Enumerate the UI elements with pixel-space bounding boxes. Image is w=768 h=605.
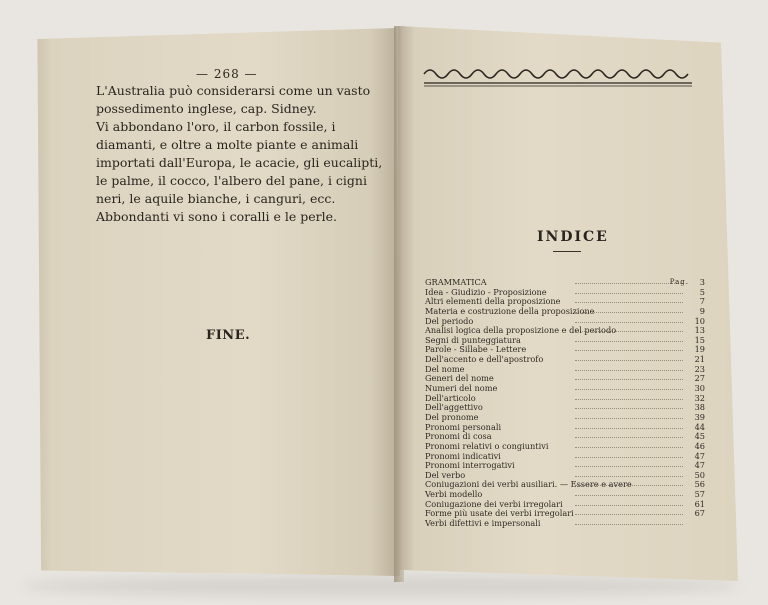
toc-entry-page: 56 <box>694 479 705 490</box>
toc-entry-page: 46 <box>694 440 705 451</box>
toc-entry-page: 30 <box>694 383 705 394</box>
toc-entry-page: 57 <box>694 489 705 500</box>
toc-entry-page: 27 <box>694 373 705 384</box>
toc-entry <box>425 461 705 471</box>
toc-entry-page: 15 <box>694 334 705 345</box>
toc-entry-page: 19 <box>694 344 705 355</box>
toc-entry-page: 10 <box>694 315 705 326</box>
toc-entry-title: Del verbo <box>425 469 466 480</box>
toc-entry-page: 44 <box>694 421 705 432</box>
book-shadow <box>22 575 740 597</box>
toc-entry-page: 61 <box>694 498 705 509</box>
ornament-border <box>422 66 694 90</box>
page-column-label: Pag. <box>669 278 689 286</box>
toc-entry-title: Dell'articolo <box>425 392 476 403</box>
page-number: — 268 — <box>196 67 258 81</box>
toc-entry-page: 21 <box>694 354 705 365</box>
toc-entry <box>425 355 705 365</box>
toc-entry-title: Pronomi personali <box>425 421 502 432</box>
toc-leader-dots <box>575 408 683 409</box>
toc-leader-dots <box>575 514 683 515</box>
book-gutter <box>394 26 404 582</box>
toc-entry-title: Pronomi di cosa <box>425 431 492 442</box>
toc-leader-dots <box>575 389 683 390</box>
toc-leader-dots <box>575 428 683 429</box>
toc-entry-title: Generi del nome <box>425 373 494 384</box>
toc-leader-dots <box>575 457 683 458</box>
toc-entry-page: 32 <box>694 392 705 403</box>
toc-leader-dots <box>575 350 683 351</box>
toc-entry-title: Dell'aggettivo <box>425 402 483 413</box>
toc-leader-dots <box>575 399 683 400</box>
toc-entry-page: 38 <box>694 402 705 413</box>
toc-leader-dots <box>575 476 683 477</box>
toc-entry-page: 67 <box>694 508 705 519</box>
toc-entry-page: 3 <box>699 277 705 287</box>
toc-leader-dots <box>575 524 683 525</box>
toc-entry-page: 47 <box>694 460 705 471</box>
toc-entry-page: 13 <box>694 325 705 336</box>
toc-entry-title: Verbi difettivi e impersonali <box>425 518 541 529</box>
toc-entry-page: 9 <box>699 305 705 316</box>
toc-leader-dots <box>575 437 683 438</box>
toc-entry-title: GRAMMATICA <box>425 277 487 287</box>
paragraph-2: Vi abbondano l'oro, il carbon fossile, i diamanti, e oltre a molte piante e animali importati dall'Europa, le acacie, gli eucalipti, le palme, il cocco, l'albero del pane, i cigni neri, le aquile bianche, i canguri, ecc. Abbondanti vi sono i coralli e le perle. <box>96 119 383 224</box>
toc-leader-dots <box>575 331 683 332</box>
toc-leader-dots <box>575 505 683 506</box>
toc-entry-title: Forme più usate dei verbi irregolari <box>425 508 574 519</box>
toc-entry-page: 47 <box>694 450 705 461</box>
toc-leader-dots <box>575 418 683 419</box>
toc-leader-dots <box>575 447 683 448</box>
title-divider <box>553 251 581 252</box>
toc-entry-title: Pronomi relativi o congiuntivi <box>425 440 549 451</box>
toc-entry-title: Pronomi indicativi <box>425 450 501 461</box>
toc-entry-title: Materia e costruzione della proposizione <box>425 305 595 316</box>
toc-entry <box>425 519 705 529</box>
toc-leader-dots <box>575 302 683 303</box>
toc-entry-title: Idea - Giudizio - Proposizione <box>425 286 547 297</box>
paragraph-1: L'Australia può considerarsi come un vasto possedimento inglese, cap. Sidney. <box>96 83 371 116</box>
table-of-contents <box>425 278 705 529</box>
toc-leader-dots <box>575 341 683 342</box>
toc-entry-title: Parole - Sillabe - Lettere <box>425 344 527 355</box>
toc-leader-dots <box>575 466 683 467</box>
toc-leader-dots <box>575 379 683 380</box>
toc-entry-page: 45 <box>694 431 705 442</box>
toc-entry-page: 7 <box>699 296 705 307</box>
end-text: FINE. <box>206 328 251 343</box>
toc-entry-title: Coniugazioni dei verbi ausiliari. — Essere e avere <box>425 479 632 490</box>
toc-entry-title: Coniugazione dei verbi irregolari <box>425 498 563 509</box>
index-title: INDICE <box>537 229 609 245</box>
toc-entry-page: 50 <box>694 469 705 480</box>
toc-entry-title: Del pronome <box>425 411 479 422</box>
toc-leader-dots <box>575 370 683 371</box>
toc-entry-title: Verbi modello <box>425 489 483 500</box>
toc-entry-title: Numeri del nome <box>425 383 498 394</box>
toc-entry-title: Analisi logica della proposizione e del periodo <box>425 325 617 336</box>
toc-leader-dots <box>575 360 683 361</box>
toc-leader-dots <box>575 293 683 294</box>
toc-entry-title: Altri elementi della proposizione <box>425 296 561 307</box>
toc-entry-page: 39 <box>694 411 705 422</box>
toc-leader-dots <box>575 322 683 323</box>
toc-entry-title: Dell'accento e dell'apostrofo <box>425 354 544 365</box>
toc-entry-title: Segni di punteggiatura <box>425 334 521 345</box>
toc-leader-dots <box>575 495 683 496</box>
toc-leader-dots <box>575 312 683 313</box>
toc-entry-page: 23 <box>694 363 705 374</box>
toc-entry-title: Del nome <box>425 363 465 374</box>
toc-entry-title: Pronomi interrogativi <box>425 460 515 471</box>
toc-leader-dots <box>575 283 683 284</box>
toc-entry-page: 5 <box>699 286 705 297</box>
toc-entry-title: Del periodo <box>425 315 474 326</box>
toc-leader-dots <box>575 485 683 486</box>
